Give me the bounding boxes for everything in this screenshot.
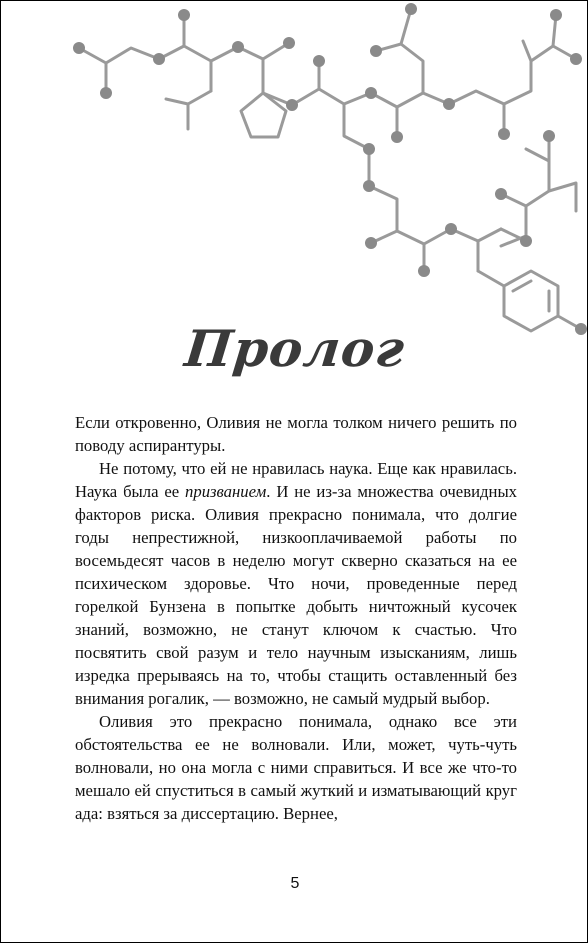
paragraph-3: Оливия это прекрасно понимала, однако все эти обстоятельства ее не волновали. Или, может, чуть-чуть волновали, но она могла с ними справиться. И все же что-то мешало ей спуститься в самый жуткий и изматывающий круг ада: взяться за диссертацию. Вернее, xyxy=(75,712,517,823)
paragraph-2-start: Не потому, что ей не нравилась наука. Еще как нравилась. Наука была ее xyxy=(75,459,517,501)
emphasis-word: призванием xyxy=(185,482,267,501)
molecule-illustration xyxy=(1,1,588,341)
chapter-title: Пролог xyxy=(182,319,408,378)
paragraph-2 xyxy=(75,457,517,710)
page-number: 5 xyxy=(290,875,300,892)
paragraph-2-end: . И не из-за множества очевидных факторов риска. Оливия прекрасно понимала, что долгие годы непрестижной, низкооплачиваемой работы по восемьдесят часов в неделю могут скверно сказаться на ее психическом здоровье. Что ночи, проведенные перед горелкой Бунзена в попытке добыть ничтожный кусочек знаний, возможно, не станут ключом к счастью. Что посвятить свой разум и тело научным изысканиям, лишь изредка прерываясь на то, чтобы стащить оставленный без внимания рогалик, — возможно, не самый мудрый выбор. xyxy=(75,482,517,708)
paragraph-1: Если откровенно, Оливия не могла толком ничего решить по поводу аспирантуры. xyxy=(75,413,517,455)
body-text xyxy=(75,411,517,825)
